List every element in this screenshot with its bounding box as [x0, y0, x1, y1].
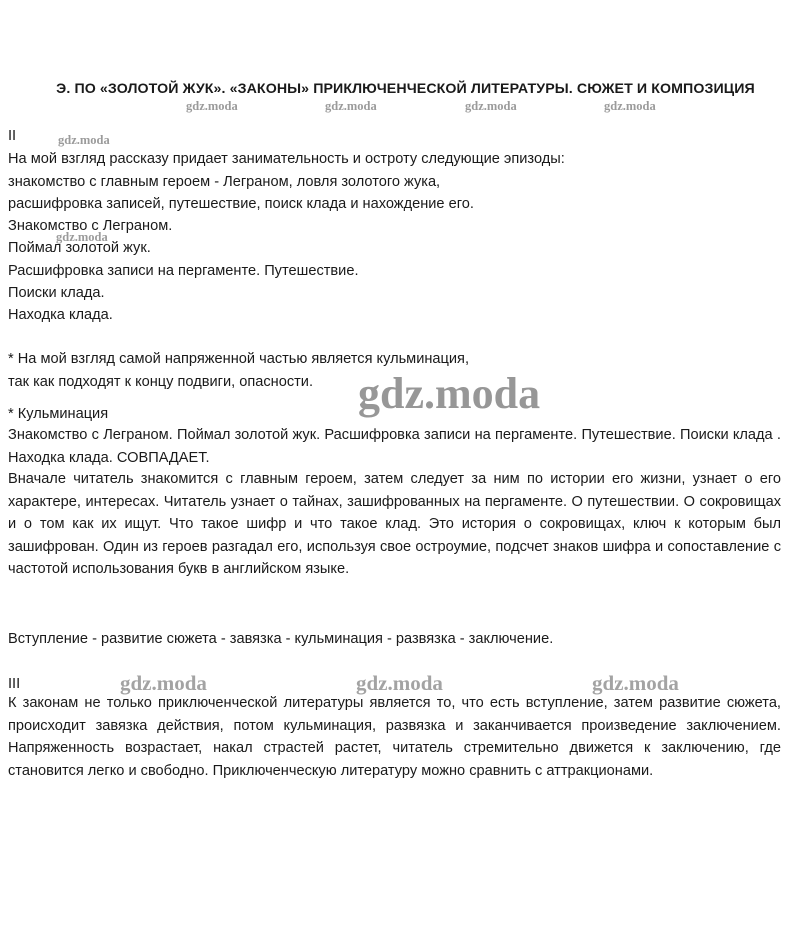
watermark: gdz.moda: [56, 230, 108, 244]
text-line: * Кульминация: [8, 406, 109, 422]
watermark: gdz.moda: [58, 133, 110, 147]
text-line: На мой взгляд рассказу придает занимательность и остроту следующие эпизоды:: [8, 151, 565, 167]
watermark: gdz.moda: [325, 99, 377, 113]
page-title: Э. ПО «ЗОЛОТОЙ ЖУК». «ЗАКОНЫ» ПРИКЛЮЧЕНЧЕСКОЙ ЛИТЕРАТУРЫ. СЮЖЕТ И КОМПОЗИЦИЯ: [56, 81, 755, 97]
paragraph: Вначале читатель знакомится с главным героем, затем следует за ним по истории его жизни, узнает о его характере, интересах. Читатель узнает о тайнах, зашифрованных на пергаменте. О путешествии. О сокровищах и о том как их ищут. Что такое шифр и что такое клад. Это история о сокровищах, ключ к которым был зашифрован. Один из героев разгадал его, используя свое остроумие, подсчет знаков шифра и сопоставление с частотой использования букв в английском языке.: [8, 471, 781, 577]
text-line: Расшифровка записи на пергаменте. Путешествие.: [8, 263, 359, 279]
watermark: gdz.moda: [465, 99, 517, 113]
watermark: gdz.moda: [186, 99, 238, 113]
paragraph: К законам не только приключенческой литературы является то, что есть вступление, затем развитие сюжета, происходит завязка действия, потом кульминация, развязка и заканчивается произведение заключением. Напряженность возрастает, накал страстей растет, читатель стремительно движется к заключению, где становится легко и свободно. Приключенческую литературу можно сравнить с аттракционами.: [8, 695, 781, 779]
text-line: * На мой взгляд самой напряженной частью является кульминация,: [8, 351, 470, 367]
watermark: gdz.moda: [358, 369, 541, 418]
watermark: gdz.moda: [592, 671, 679, 695]
section-number: III: [8, 676, 21, 692]
text-line: Находка клада.: [8, 307, 113, 323]
text-line: Поймал золотой жук.: [8, 240, 151, 256]
paragraph: Знакомство с Леграном. Поймал золотой жук. Расшифровка записи на пергаменте. Путешествие. Поиски клада . Находка клада. СОВПАДАЕТ.: [8, 427, 781, 466]
text-line: Вступление - развитие сюжета - завязка - кульминация - развязка - заключение.: [8, 631, 554, 647]
text-line: Поиски клада.: [8, 285, 105, 301]
text-line: так как подходят к концу подвиги, опасности.: [8, 374, 314, 390]
watermark: gdz.moda: [356, 671, 443, 695]
text-line: Знакомство с Леграном.: [8, 218, 173, 234]
section-number: II: [8, 128, 17, 144]
watermark: gdz.moda: [120, 671, 207, 695]
text-line: знакомство с главным героем - Леграном, ловля золотого жука,: [8, 174, 441, 190]
watermark: gdz.moda: [604, 99, 656, 113]
text-line: расшифровка записей, путешествие, поиск клада и нахождение его.: [8, 196, 474, 212]
